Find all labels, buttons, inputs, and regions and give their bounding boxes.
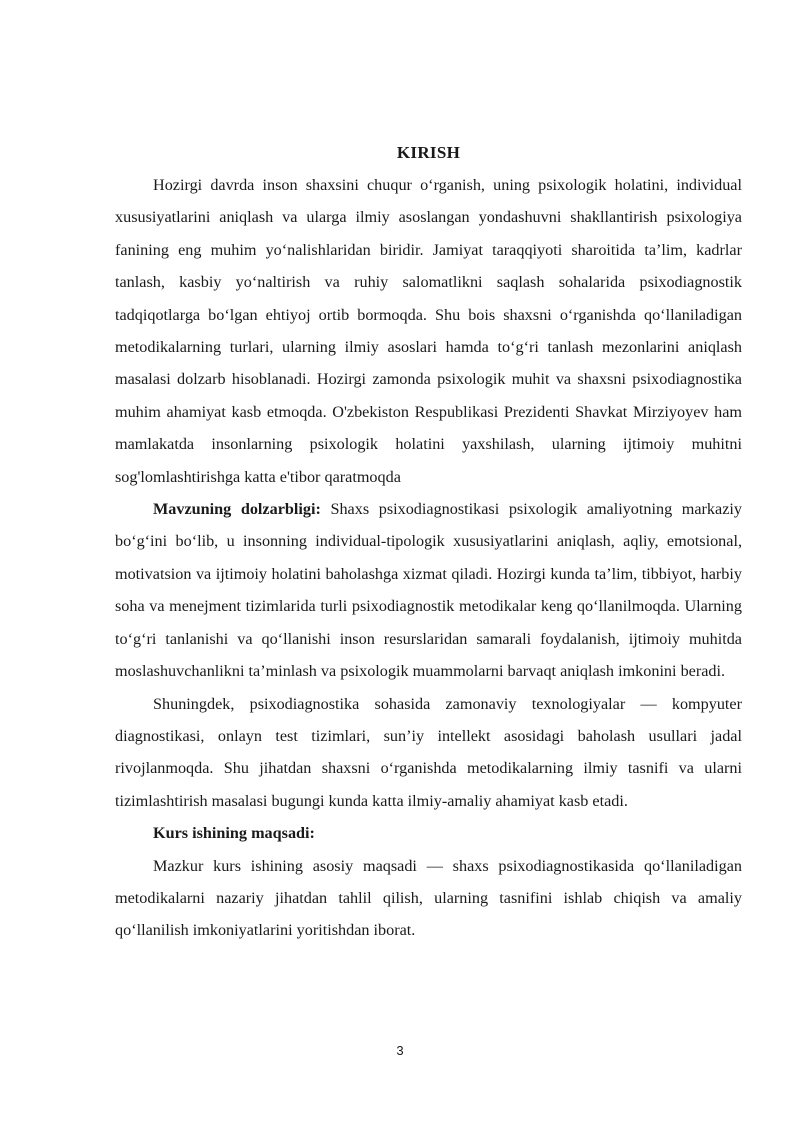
paragraph-technologies-text: Shuningdek, psixodiagnostika sohasida zamonaviy texnologiyalar — kompyuter diagnostikasi, onlayn test tizimlari, sun’iy intellekt asosidagi baholash usullari jadal rivojlanmoqda. Shu jihatdan shaxsni o‘rganishda metodikalarning ilmiy tasnifi va ularni tizimlashtirish masalasi bugungi kunda katta ilmiy-amaliy ahamiyat kasb etadi. bbox=[115, 694, 742, 810]
document-page bbox=[115, 140, 742, 947]
paragraph-intro bbox=[115, 169, 742, 493]
paragraph-relevance bbox=[115, 493, 742, 687]
page-number: 3 bbox=[396, 1043, 404, 1058]
paragraph-goal-text: Mazkur kurs ishining asosiy maqsadi — shaxs psixodiagnostikasida qo‘llaniladigan metodikalarni nazariy jihatdan tahlil qilish, ularning tasnifini ishlab chiqish va amaliy qo‘llanilish imkoniyatlarini yoritishdan iborat. bbox=[115, 856, 742, 940]
goal-heading: Kurs ishining maqsadi: bbox=[153, 824, 315, 843]
section-title: KIRISH bbox=[396, 143, 461, 162]
paragraph-goal bbox=[115, 850, 742, 947]
paragraph-technologies bbox=[115, 688, 742, 818]
paragraph-intro-text: Hozirgi davrda inson shaxsini chuqur o‘rganish, uning psixologik holatini, individual xususiyatlarini aniqlash va ularga ilmiy asoslangan yondashuvni shakllantirish psixologiya fanining eng muhim yo‘nalishlaridan biridir. Jamiyat taraqqiyoti sharoitida ta’lim, kadrlar tanlash, kasbiy yo‘naltirish va ruhiy salomatlikni saqlash sohalarida psixodiagnostik tadqiqotlarga bo‘lgan ehtiyoj ortib bormoqda. Shu bois shaxsni o‘rganishda qo‘llaniladigan metodikalarning turlari, ularning ilmiy asoslari hamda to‘g‘ri tanlash mezonlarini aniqlash masalasi dolzarb hisoblanadi. Hozirgi zamonda psixologik muhit va shaxsni psixodiagnostika muhim ahamiyat kasb etmoqda. O'zbekiston Respublikasi Prezidenti Shavkat Mirziyoyev ham mamlakatda insonlarning psixologik holatini yaxshilash, ularning ijtimoiy muhitni sog'lomlashtirishga katta e'tibor qaratmoqda bbox=[115, 176, 742, 486]
paragraph-relevance-text: Shaxs psixodiagnostikasi psixologik amaliyotning markaziy bo‘g‘ini bo‘lib, u insonning individual-tipologik xususiyatlarini aniqlash, aqliy, emotsional, motivatsion va ijtimoiy holatini baholashga xizmat qiladi. Hozirgi kunda ta’lim, tibbiyot, harbiy soha va menejment tizimlarida turli psixodiagnostik metodikalar keng qo‘llanilmoqda. Ularning to‘g‘ri tanlanishi va qo‘llanishi inson resurslaridan samarali foydalanish, ijtimoiy muhitda moslashuvchanlikni ta’minlash va psixologik muammolarni barvaqt aniqlash imkonini beradi. bbox=[115, 500, 742, 681]
relevance-lead: Mavzuning dolzarbligi: bbox=[153, 500, 321, 519]
